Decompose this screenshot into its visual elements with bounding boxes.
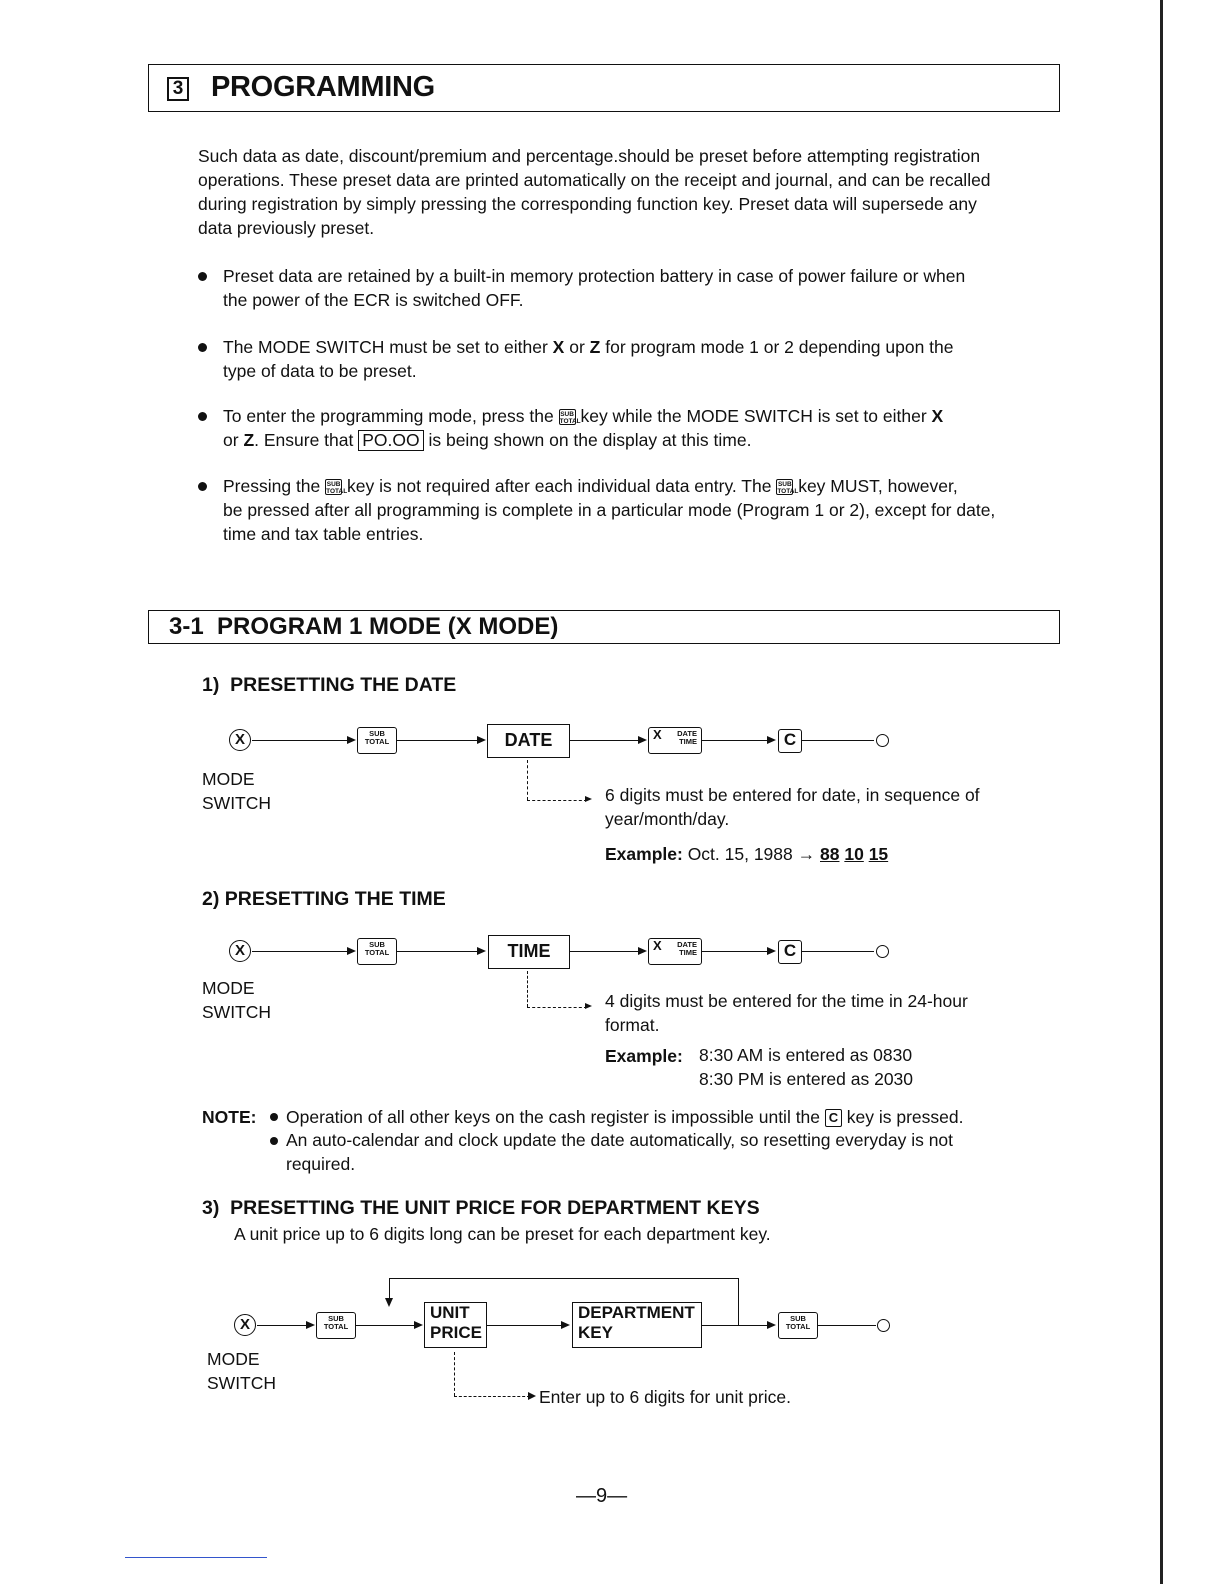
- flow-line: [570, 951, 640, 952]
- mode-switch-x-icon: X: [234, 1314, 256, 1336]
- loop-line: [389, 1278, 738, 1279]
- mode-switch-label: SWITCH: [202, 793, 272, 813]
- x-slash-glyph: X: [653, 938, 662, 953]
- arrow-icon: [347, 736, 356, 744]
- arrow-icon: [561, 1321, 570, 1329]
- c-key-icon: C: [778, 940, 802, 964]
- mode-switch-label: SWITCH: [202, 1002, 272, 1022]
- note-text: An auto-calendar and clock update the date automatically, so resetting everyday is not: [286, 1130, 954, 1150]
- flow-line: [397, 951, 478, 952]
- time-heading: 2) PRESETTING THE TIME: [202, 888, 446, 910]
- bullet-dot: [198, 482, 207, 491]
- loop-line: [738, 1278, 739, 1325]
- department-key-box: DEPARTMENT KEY: [572, 1302, 702, 1348]
- flow-line: [487, 1325, 562, 1326]
- x-date-time-key-icon: DATE TIME: [648, 938, 702, 965]
- bullet-text: The MODE SWITCH must be set to either X or Z for program mode 1 or 2 depending upon the: [223, 337, 954, 357]
- intro-line: data previously preset.: [198, 218, 375, 238]
- section-title: PROGRAMMING: [211, 71, 435, 103]
- mode-switch-label: MODE: [202, 769, 255, 789]
- flow-line: [802, 740, 874, 741]
- arrow-icon: [477, 947, 486, 955]
- dashed-leader: [454, 1352, 455, 1396]
- arrow-icon: [528, 1392, 536, 1400]
- bullet-dot: [198, 412, 207, 421]
- flow-line: [702, 951, 768, 952]
- flow-line: [702, 740, 768, 741]
- page-number: —9—: [576, 1485, 628, 1507]
- mode-switch-label: MODE: [202, 978, 255, 998]
- subtotal-key-icon: SUB TOTAL: [326, 481, 348, 496]
- dashed-leader: [527, 800, 587, 801]
- flow-line: [397, 740, 478, 741]
- subtotal-key-icon: SUB TOTAL: [357, 938, 397, 965]
- dashed-leader: [527, 1007, 587, 1008]
- flow-line: [802, 951, 874, 952]
- date-description: year/month/day.: [605, 809, 730, 829]
- mode-switch-x-icon: X: [229, 940, 251, 962]
- mode-switch-label: MODE: [207, 1349, 260, 1369]
- arrow-down-icon: [385, 1298, 393, 1307]
- mode-switch-label: SWITCH: [207, 1373, 277, 1393]
- bullet-dot: [270, 1137, 278, 1145]
- subtotal-key-icon: SUB TOTAL: [778, 1312, 818, 1339]
- arrow-icon: [414, 1321, 423, 1329]
- bullet-text: or Z. Ensure that PO.OO is being shown on the display at this time.: [223, 430, 752, 450]
- date-example: Example: Oct. 15, 1988 → 88 10 15: [605, 844, 889, 864]
- arrow-icon: [767, 736, 776, 744]
- dashed-leader: [527, 971, 528, 1007]
- intro-line: during registration by simply pressing the corresponding function key. Preset data will supersede any: [198, 194, 977, 214]
- flow-line: [356, 1325, 415, 1326]
- bullet-dot: [198, 272, 207, 281]
- footnote-rule: [125, 1557, 267, 1558]
- arrow-icon: [585, 1003, 592, 1009]
- bullet-text: the power of the ECR is switched OFF.: [223, 290, 524, 310]
- unit-price-heading: 3) PRESETTING THE UNIT PRICE FOR DEPARTMENT KEYS: [202, 1197, 760, 1219]
- time-entry-box: TIME: [488, 935, 570, 969]
- end-circle-icon: [876, 945, 889, 958]
- flow-line: [702, 1325, 768, 1326]
- display-readout: PO.OO: [358, 430, 423, 451]
- arrow-icon: [477, 736, 486, 744]
- end-circle-icon: [876, 734, 889, 747]
- bullet-text: To enter the programming mode, press the SUB TOTAL key while the MODE SWITCH is set to either X: [223, 406, 944, 426]
- bullet-text: type of data to be preset.: [223, 361, 417, 381]
- arrow-icon: [767, 1321, 776, 1329]
- unit-price-box: UNIT PRICE: [424, 1302, 487, 1348]
- time-description: format.: [605, 1015, 660, 1035]
- flow-line: [257, 1325, 307, 1326]
- c-key-icon: C: [825, 1109, 842, 1127]
- time-description: 4 digits must be entered for the time in 24-hour: [605, 991, 968, 1011]
- bullet-text: be pressed after all programming is complete in a particular mode (Program 1 or 2), except for date,: [223, 500, 996, 520]
- flow-line: [252, 740, 349, 741]
- date-description: 6 digits must be entered for date, in sequence of: [605, 785, 980, 805]
- arrow-icon: [638, 736, 647, 744]
- bullet-dot: [198, 343, 207, 352]
- subtotal-key-icon: SUB TOTAL: [316, 1312, 356, 1339]
- note-label: NOTE:: [202, 1107, 257, 1127]
- subtotal-key-icon: SUB TOTAL: [777, 481, 799, 496]
- time-example: 8:30 AM is entered as 0830: [699, 1045, 913, 1065]
- dashed-leader: [527, 760, 528, 800]
- arrow-icon: [585, 796, 592, 802]
- time-example: 8:30 PM is entered as 2030: [699, 1069, 914, 1089]
- flow-line: [570, 740, 640, 741]
- arrow-icon: [306, 1321, 315, 1329]
- bullet-text: Pressing the SUB TOTAL key is not required after each individual data entry. The SUB TOTAL key MUST, however,: [223, 476, 958, 496]
- date-entry-box: DATE: [487, 724, 570, 758]
- date-heading: 1) PRESETTING THE DATE: [202, 674, 457, 696]
- intro-line: Such data as date, discount/premium and percentage.should be preset before attempting registration: [198, 146, 981, 166]
- arrow-icon: [767, 947, 776, 955]
- mode-switch-x-icon: X: [229, 729, 251, 751]
- arrow-icon: [638, 947, 647, 955]
- flow-line: [818, 1325, 876, 1326]
- c-key-icon: C: [778, 729, 802, 753]
- subtotal-key-icon: SUB TOTAL: [559, 411, 581, 426]
- arrow-icon: [347, 947, 356, 955]
- subtotal-key-icon: SUB TOTAL: [357, 727, 397, 754]
- subsection-heading-box: [148, 610, 1060, 644]
- unit-price-subheading: A unit price up to 6 digits long can be preset for each department key.: [234, 1224, 771, 1244]
- bullet-text: time and tax table entries.: [223, 524, 424, 544]
- section-number: 3: [167, 77, 189, 101]
- x-date-time-key-icon: DATE TIME: [648, 727, 702, 754]
- note-text: required.: [286, 1154, 356, 1174]
- bullet-dot: [270, 1113, 278, 1121]
- unit-price-description: Enter up to 6 digits for unit price.: [539, 1387, 791, 1407]
- bullet-text: Preset data are retained by a built-in memory protection battery in case of power failure or when: [223, 266, 966, 286]
- intro-line: operations. These preset data are printed automatically on the receipt and journal, and can be recalled: [198, 170, 991, 190]
- end-circle-icon: [877, 1319, 890, 1332]
- note-text: Operation of all other keys on the cash register is impossible until the C key is pressed.: [286, 1107, 964, 1127]
- section-heading-box: [148, 64, 1060, 112]
- subsection-title: 3-1 PROGRAM 1 MODE (X MODE): [169, 613, 559, 640]
- flow-line: [252, 951, 349, 952]
- page-edge-line: [1160, 0, 1163, 1584]
- time-example-label: Example:: [605, 1046, 683, 1066]
- x-slash-glyph: X: [653, 727, 662, 742]
- dashed-leader: [454, 1396, 530, 1397]
